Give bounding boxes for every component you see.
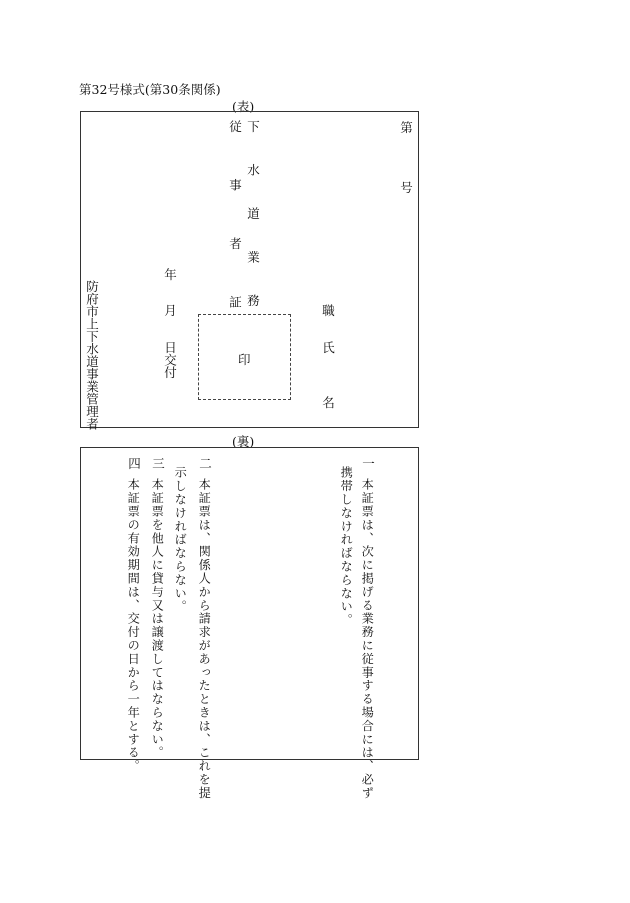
certificate-title-col2: 従事者証 bbox=[227, 120, 243, 354]
back-item-3-number: 三 bbox=[150, 457, 166, 470]
name-label-top: 氏 bbox=[320, 341, 336, 354]
back-item-3-line1: 本証票を他人に貸与又は譲渡してはならない。 bbox=[150, 478, 165, 760]
issuer-name: 防府市上下水道事業管理者 bbox=[84, 280, 100, 430]
issue-date-day: 日交付 bbox=[162, 341, 178, 379]
position-label: 職 bbox=[320, 304, 336, 317]
name-label-bottom: 名 bbox=[320, 396, 336, 409]
certificate-title-col1: 下水道業務 bbox=[245, 120, 261, 338]
back-item-2-number: 二 bbox=[197, 457, 213, 470]
back-item-1-line1: 本証票は、次に掲げる業務に従事する場合には、必ず bbox=[360, 478, 375, 800]
back-item-1-line2: 携帯しなければならない。 bbox=[339, 466, 354, 627]
back-item-2-line2: 示しなければならない。 bbox=[173, 466, 188, 614]
back-item-4-number: 四 bbox=[126, 457, 142, 470]
issue-date-month: 月 bbox=[162, 304, 178, 317]
back-item-1-number: 一 bbox=[360, 457, 376, 470]
back-item-2-line1: 本証票は、関係人から請求があったときは、これを提 bbox=[197, 478, 212, 800]
issue-date-year: 年 bbox=[162, 268, 178, 281]
back-item-4-line1: 本証票の有効期間は、交付の日から一年とする。 bbox=[126, 478, 141, 773]
form-title: 第32号様式(第30条関係) bbox=[79, 82, 221, 97]
certificate-number-suffix: 号 bbox=[398, 181, 414, 194]
front-side-label: (表) bbox=[232, 99, 255, 114]
certificate-number-prefix: 第 bbox=[398, 121, 414, 134]
seal-mark: 印 bbox=[238, 352, 251, 367]
back-side-label: (裏) bbox=[232, 434, 255, 449]
